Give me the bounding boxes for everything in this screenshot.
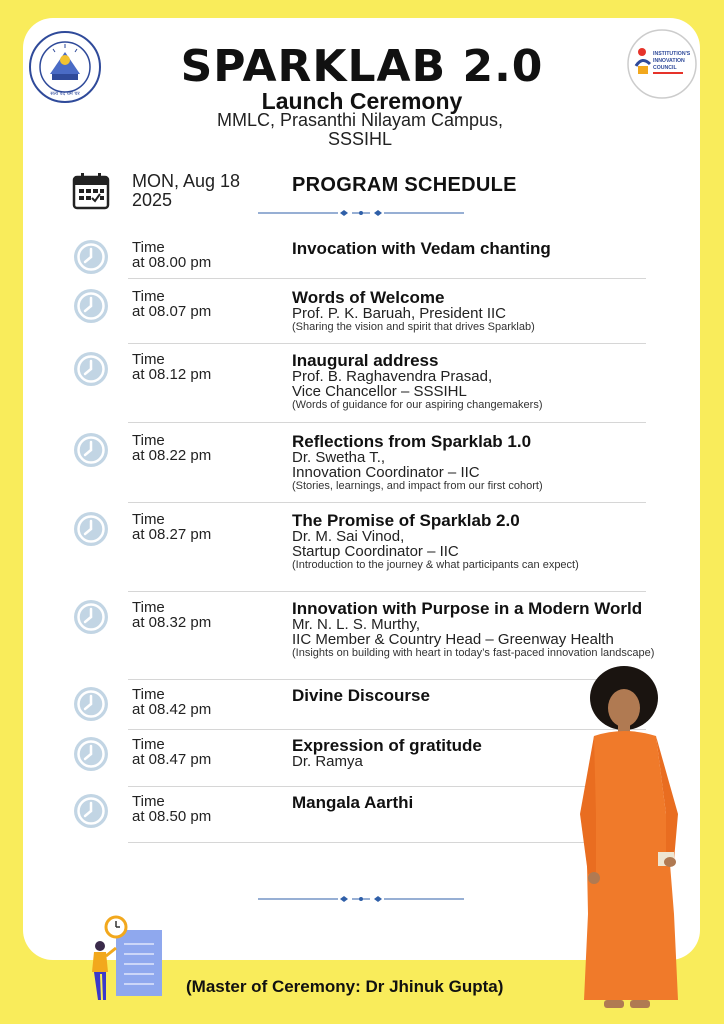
schedule-item-title: Innovation with Purpose in a Modern World (292, 599, 643, 618)
event-title: SPARKLAB 2.0 (180, 41, 544, 92)
date-line-2: 2025 (132, 190, 173, 210)
time-value: at 08.47 pm (132, 751, 212, 768)
time-value: at 08.07 pm (132, 303, 212, 320)
schedule-item-title: Inaugural address (292, 351, 439, 370)
iic-line1: INSTITUTION'S (653, 51, 691, 57)
time-value: at 08.32 pm (132, 614, 212, 631)
time-value: at 08.22 pm (132, 447, 212, 464)
time-value: at 08.12 pm (132, 366, 212, 383)
person-in-orange-robe-image (574, 664, 692, 1012)
schedule-item-note: (Words of guidance for our aspiring changemakers) (292, 399, 543, 411)
schedule-item-speaker: Vice Chancellor – SSSIHL (292, 383, 467, 400)
schedule-item-speaker: Prof. P. K. Baruah, President IIC (292, 305, 506, 322)
event-date (132, 172, 240, 210)
schedule-details (292, 352, 702, 411)
venue-line-2: SSSIHL (327, 129, 393, 149)
time-value: at 08.00 pm (132, 254, 212, 271)
schedule-item-title: Divine Discourse (292, 686, 430, 705)
event-venue (150, 111, 570, 149)
event-subtitle: Launch Ceremony (261, 88, 463, 114)
schedule-item-note: (Sharing the vision and spirit that drives Sparklab) (292, 321, 535, 333)
schedule-item-speaker: IIC Member & Country Head – Greenway Health (292, 631, 614, 648)
schedule-item-title: Words of Welcome (292, 288, 445, 307)
clock-icon (72, 350, 110, 388)
schedule-item-speaker: Innovation Coordinator – IIC (292, 464, 480, 481)
time-value: at 08.50 pm (132, 808, 212, 825)
schedule-item-title: The Promise of Sparklab 2.0 (292, 511, 520, 530)
row-divider (128, 502, 646, 503)
schedule-time (132, 433, 211, 463)
time-label: Time (132, 686, 165, 703)
schedule-time (132, 794, 211, 824)
time-label: Time (132, 511, 165, 528)
time-value: at 08.27 pm (132, 526, 212, 543)
schedule-time (132, 352, 211, 382)
time-label: Time (132, 288, 165, 305)
clock-icon (72, 287, 110, 325)
schedule-item-note: (Stories, learnings, and impact from our first cohort) (292, 480, 543, 492)
schedule-details (292, 433, 702, 492)
schedule-details (292, 240, 702, 257)
time-label: Time (132, 432, 165, 449)
clock-icon (72, 792, 110, 830)
time-label: Time (132, 599, 165, 616)
master-of-ceremony: (Master of Ceremony: Dr Jhinuk Gupta) (186, 977, 504, 996)
schedule-item-title: Invocation with Vedam chanting (292, 239, 551, 258)
schedule-details (292, 512, 702, 571)
schedule-item-speaker: Prof. B. Raghavendra Prasad, (292, 368, 493, 385)
clock-icon (72, 685, 110, 723)
schedule-item-title: Expression of gratitude (292, 736, 482, 755)
schedule-item-speaker: Dr. Ramya (292, 753, 363, 770)
schedule-details (292, 289, 702, 333)
row-divider (128, 842, 646, 843)
iic-line2: INNOVATION (653, 58, 685, 64)
schedule-time (132, 240, 211, 270)
row-divider (128, 729, 646, 730)
schedule-details (292, 600, 702, 659)
schedule-item-speaker: Mr. N. L. S. Murthy, (292, 616, 421, 633)
presenter-illustration (86, 912, 166, 1008)
schedule-time (132, 512, 211, 542)
row-divider (128, 343, 646, 344)
schedule-item-speaker: Dr. M. Sai Vinod, (292, 528, 405, 545)
calendar-icon (72, 172, 110, 210)
date-line-1: MON, Aug 18 (132, 171, 241, 191)
schedule-item-note: (Insights on building with heart in today’s fast-paced innovation landscape) (292, 647, 655, 659)
time-value: at 08.42 pm (132, 701, 212, 718)
schedule-time (132, 289, 211, 319)
row-divider (128, 679, 646, 680)
time-label: Time (132, 351, 165, 368)
time-label: Time (132, 736, 165, 753)
clock-icon (72, 510, 110, 548)
schedule-item-speaker: Startup Coordinator – IIC (292, 543, 459, 560)
time-label: Time (132, 239, 165, 256)
venue-line-1: MMLC, Prasanthi Nilayam Campus, (216, 110, 504, 130)
row-divider (128, 786, 646, 787)
clock-icon (72, 598, 110, 636)
time-label: Time (132, 793, 165, 810)
clock-icon (72, 735, 110, 773)
schedule-item-note: (Introduction to the journey & what participants can expect) (292, 559, 579, 571)
row-divider (128, 422, 646, 423)
program-schedule-heading: PROGRAM SCHEDULE (292, 174, 517, 196)
row-divider (128, 278, 646, 279)
schedule-item-title: Mangala Aarthi (292, 793, 414, 812)
seal-motto: सत्यं वद धर्मं चर (50, 91, 80, 97)
clock-icon (72, 431, 110, 469)
ornament-divider-top (258, 208, 464, 218)
iic-line3: COUNCIL (653, 65, 677, 71)
schedule-time (132, 737, 211, 767)
row-divider (128, 591, 646, 592)
schedule-time (132, 687, 211, 717)
schedule-item-speaker: Dr. Swetha T., (292, 449, 386, 466)
clock-icon (72, 238, 110, 276)
ornament-divider-bottom (258, 894, 464, 904)
schedule-time (132, 600, 211, 630)
schedule-item-title: Reflections from Sparklab 1.0 (292, 432, 532, 451)
